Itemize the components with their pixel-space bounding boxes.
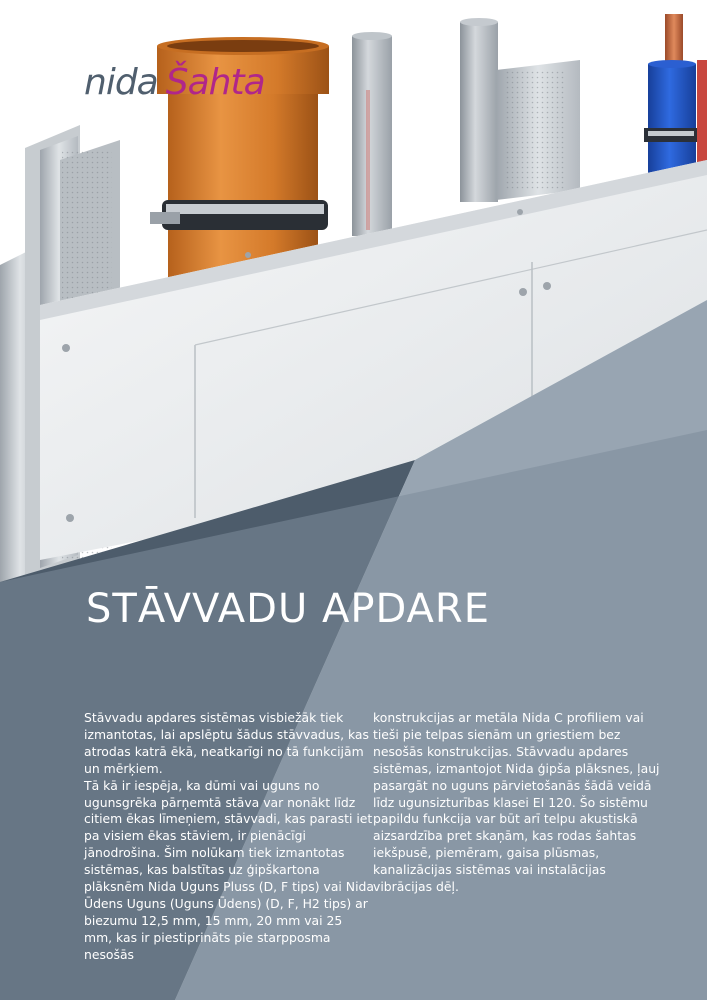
blue-insulated-pipe [644,14,707,174]
metal-profile-right [496,60,580,200]
body-column-right [373,710,663,896]
brand-logo [84,62,265,112]
body-paragraph: Tā kā ir iespēja, ka dūmi vai uguns no ugunsgrēka pārņemtā stāva var nonākt līdz citiem ēkas līmeņiem, stāvvadi, kas parasti iet pa visiem ēkas stāviem, ir pienācīgi jānodrošina. Šim nolūkam tiek izmantotas sistēmas, kas balstītas uz ģipškartona plāksnēm Nida Uguns Pluss (D, F tips) vai Nida Ūdens Uguns (Uguns Ūdens) (D, F, H2 tips) ar biezumu 12,5 mm, 15 mm, 20 mm vai 25 mm, kas ir piestiprināts pie starpposma nesošās [84,777,374,962]
steel-pipe-left [352,32,392,236]
page-title: STĀVVADU APDARE [86,586,490,632]
brand-name-sahta: Šahta [165,62,265,103]
brand-name-nida: nida [84,62,158,103]
body-paragraph: konstrukcijas ar metāla Nida C profiliem vai tieši pie telpas sienām un griestiem bez nesošās konstrukcijas. Stāvvadu apdares sistēmas, izmantojot Nida ģipša plāksnes, ļauj pasargāt no uguns pārvietošanās šādā veidā līdz ugunsizturības klasei EI 120. Šo sistēmu papildu funkcija var būt arī telpu akustiskā aizsardzība pret skaņām, kas rodas šahtas iekšpusē, piemēram, gaisa plūsmas, kanalizācijas sistēmas vai instalācijas vibrācijas dēļ. [373,710,660,895]
body-column-left [84,710,374,964]
body-paragraph: Stāvvadu apdares sistēmas visbiežāk tiek izmantotas, lai apslēptu šādus stāvvadus, kas atrodas katrā ēkā, neatkarīgi no tā funkcijām un mērķiem. [84,710,369,776]
steel-pipe-right [460,18,498,202]
